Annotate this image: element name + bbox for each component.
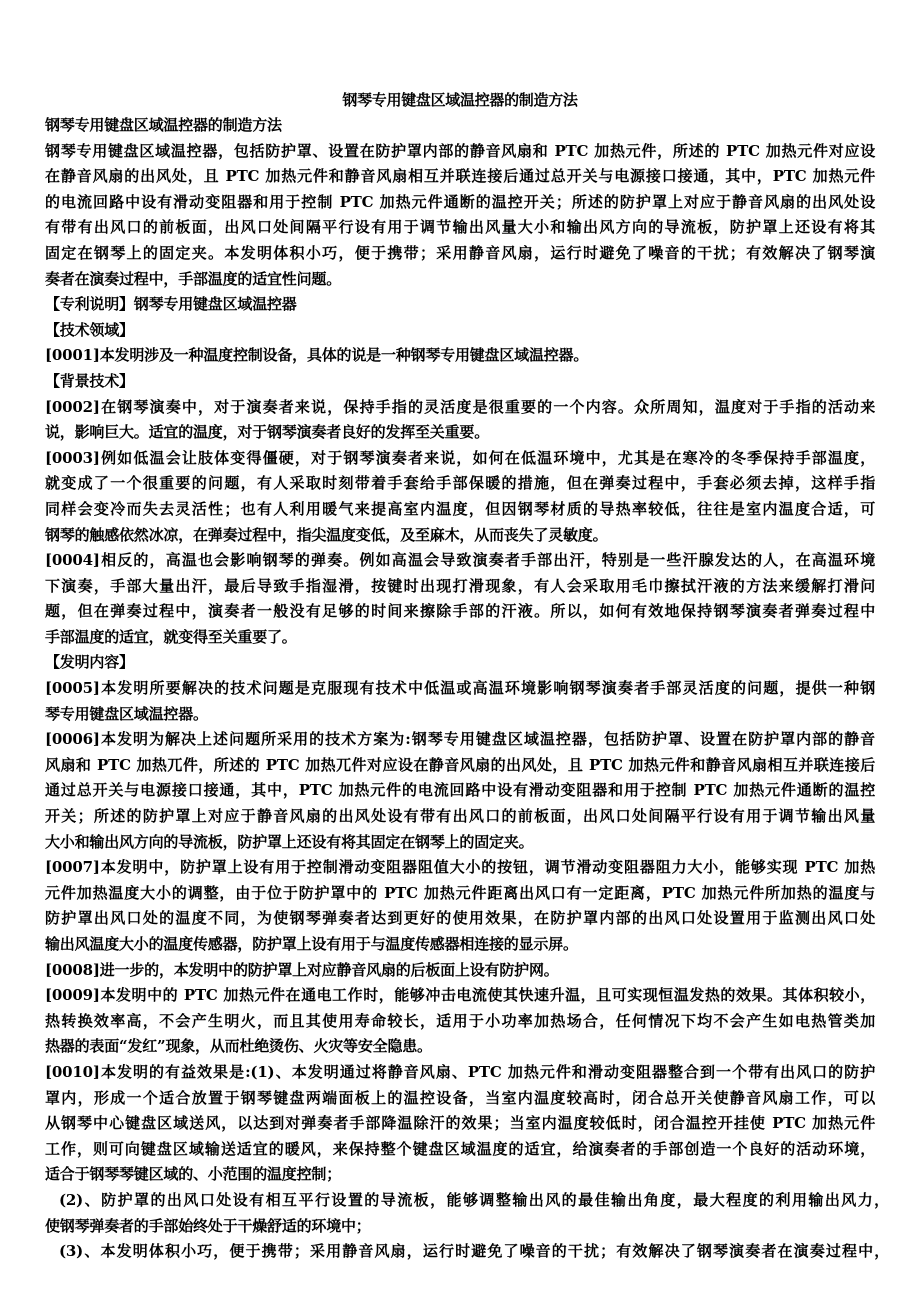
text-line: 工作，则可向键盘区域输送适宜的暖风，来保持整个键盘区域温度的适宜，给演奏者的手部创造一个良好的活动环境， <box>45 1139 875 1158</box>
text-line: 【技术领域】 <box>45 320 134 339</box>
text-line: 下演奏，手部大量出汗，最后导致手指湿滑，按键时出现打滑现象，有人会采取用毛巾擦拭汗液的方法来缓解打滑问 <box>45 576 875 595</box>
text-line: 大小和输出风方向的导流板，防护罩上还设有将其固定在钢琴上的固定夹。 <box>45 832 534 851</box>
text-line: [0010]本发明的有益效果是:(1)、本发明通过将静音风扇、PTC 加热元件和滑动变阻器整合到一个带有出风口的防护 <box>45 1062 875 1081</box>
text-line: 钢琴专用键盘区域温控器的制造方法 <box>45 116 282 134</box>
text-line: 通过总开关与电源接口接通，其中，PTC 加热元件的电流回路中设有滑动变阻器和用于控制 PTC 加热元件通断的温控 <box>45 781 875 800</box>
text-line: 防护罩出风口处的温度不同，为使钢琴弹奏者达到更好的使用效果，在防护罩内部的出风口处设置用于监测出风口处 <box>45 909 875 928</box>
text-line: (3)、本发明体积小巧，便于携带；采用静音风扇，运行时避免了噪音的干扰；有效解决了钢琴演奏者在演奏过程中， <box>59 1242 889 1261</box>
text-line: [0006]本发明为解决上述问题所采用的技术方案为:钢琴专用键盘区域温控器，包括防护罩、设置在防护罩内部的静音 <box>45 730 875 749</box>
text-line: 有带有出风口的前板面，出风口处间隔平行设有用于调节输出风量大小和输出风方向的导流板，防护罩上还设有将其 <box>45 218 875 237</box>
text-line: 琴专用键盘区域温控器。 <box>45 704 208 723</box>
text-line: 元件加热温度大小的调整，由于位于防护罩中的 PTC 加热元件距离出风口有一定距离，PTC 加热元件所加热的温度与 <box>45 883 875 902</box>
text-line: [0009]本发明中的 PTC 加热元件在通电工作时，能够冲击电流使其快速升温，且可实现恒温发热的效果。其体积较小， <box>45 986 875 1005</box>
text-line: 使钢琴弹奏者的手部始终处于干燥舒适的环境中； <box>45 1216 371 1235</box>
text-line: 开关；所述的防护罩上对应于静音风扇的出风处设有带有出风口的前板面，出风口处间隔平行设有用于调节输出风量 <box>45 807 875 826</box>
text-line: 的电流回路中设有滑动变阻器和用于控制 PTC 加热元件通断的温控开关；所述的防护罩上对应于静音风扇的出风处设 <box>45 192 875 211</box>
text-line: [0005]本发明所要解决的技术问题是克服现有技术中低温或高温环境影响钢琴演奏者手部灵活度的问题，提供一种钢 <box>45 679 875 698</box>
text-line: 热转换效率高，不会产生明火，而且其使用寿命较长，适用于小功率加热场合，任何情况下均不会产生如电热管类加 <box>45 1011 875 1030</box>
text-line: 【发明内容】 <box>45 653 134 672</box>
text-line: 从钢琴中心键盘区域送风，以达到对弹奏者手部降温除汗的效果；当室内温度较低时，闭合温控开挂使 PTC 加热元件 <box>45 1114 875 1133</box>
text-line: 【背景技术】 <box>45 371 134 390</box>
text-line: 就变成了一个很重要的问题，有人采取时刻带着手套给手部保暖的措施，但在弹奏过程中，手套必须去掉，这样手指 <box>45 474 875 493</box>
text-line: [0004]相反的，高温也会影响钢琴的弹奏。例如高温会导致演奏者手部出汗，特别是一些汗腺发达的人，在高温环境 <box>45 551 875 570</box>
text-line: 题，但在弹奏过程中，演奏者一般没有足够的时间来擦除手部的汗液。所以，如何有效地保持钢琴演奏者弹奏过程中 <box>45 602 875 621</box>
text-line: 手部温度的适宜，就变得至关重要了。 <box>45 627 297 646</box>
text-line: [0003]例如低温会让肢体变得僵硬，对于钢琴演奏者来说，如何在低温环境中，尤其是在寒冷的冬季保持手部温度， <box>45 448 875 467</box>
text-line: 【专利说明】钢琴专用键盘区域温控器 <box>45 295 297 314</box>
text-line: [0008]进一步的，本发明中的防护罩上对应静音风扇的后板面上设有防护网。 <box>45 960 559 979</box>
document-title: 钢琴专用键盘区域温控器的制造方法 <box>342 91 578 109</box>
text-line: 风扇和 PTC 加热兀件，所述的 PTC 加热兀件对应设在静音风扇的出风处，且 PTC 加热元件和静音风扇相互并联连接后 <box>45 755 875 774</box>
text-line: 热器的表面“发红”现象，从而杜绝烫伤、火灾等安全隐患。 <box>45 1037 432 1056</box>
text-line: 输出风温度大小的温度传感器，防护罩上设有用于与温度传感器相连接的显示屏。 <box>45 935 578 953</box>
text-line: 适合于钢琴琴键区域的、小范围的温度控制； <box>45 1165 342 1184</box>
text-line: 同样会变冷而失去灵活性；也有人利用暖气来提高室内温度，但因钢琴材质的导热率较低，往往是室内温度合适，可 <box>45 499 875 518</box>
text-line: 在静音风扇的出风处，且 PTC 加热元件和静音风扇相互并联连接后通过总开关与电源接口接通，其中，PTC 加热元件 <box>45 167 875 186</box>
text-line: [0007]本发明中，防护罩上设有用于控制滑动变阻器阻值大小的按钮，调节滑动变阻器阻力大小，能够实现 PTC 加热 <box>45 858 875 877</box>
text-line: 说，影响巨大。适宜的温度，对于钢琴演奏者良好的发挥至关重要。 <box>45 423 490 442</box>
text-line: (2)、防护罩的出风口处设有相互平行设置的导流板，能够调整输出风的最佳输出角度，最大程度的利用输出风力， <box>59 1190 889 1209</box>
text-line: [0002]在钢琴演奏中，对于演奏者来说，保持手指的灵活度是很重要的一个内容。众所周知，温度对于手指的活动来 <box>45 397 875 416</box>
text-line: 固定在钢琴上的固定夹。本发明体积小巧，便于携带；采用静音风扇，运行时避免了噪音的干扰；有效解决了钢琴演 <box>45 243 875 262</box>
text-line: 奏者在演奏过程中，手部温度的适宜性问题。 <box>45 269 342 288</box>
document-body <box>45 113 889 1265</box>
text-line: 钢琴的触感依然冰凉，在弹奏过程中，指尖温度变低，及至麻木，从而丧失了灵敏度。 <box>45 525 608 544</box>
text-line: [0001]本发明涉及一种温度控制设备，具体的说是一种钢琴专用键盘区域温控器。 <box>45 346 589 365</box>
text-line: 钢琴专用键盘区域温控器，包括防护罩、设置在防护罩内部的静音风扇和 PTC 加热元件，所述的 PTC 加热元件对应设 <box>45 141 875 160</box>
text-line: 罩内，形成一个适合放置于钢琴键盘两端面板上的温控设备，当室内温度较高时，闭合总开关使静音风扇工作，可以 <box>45 1088 875 1107</box>
